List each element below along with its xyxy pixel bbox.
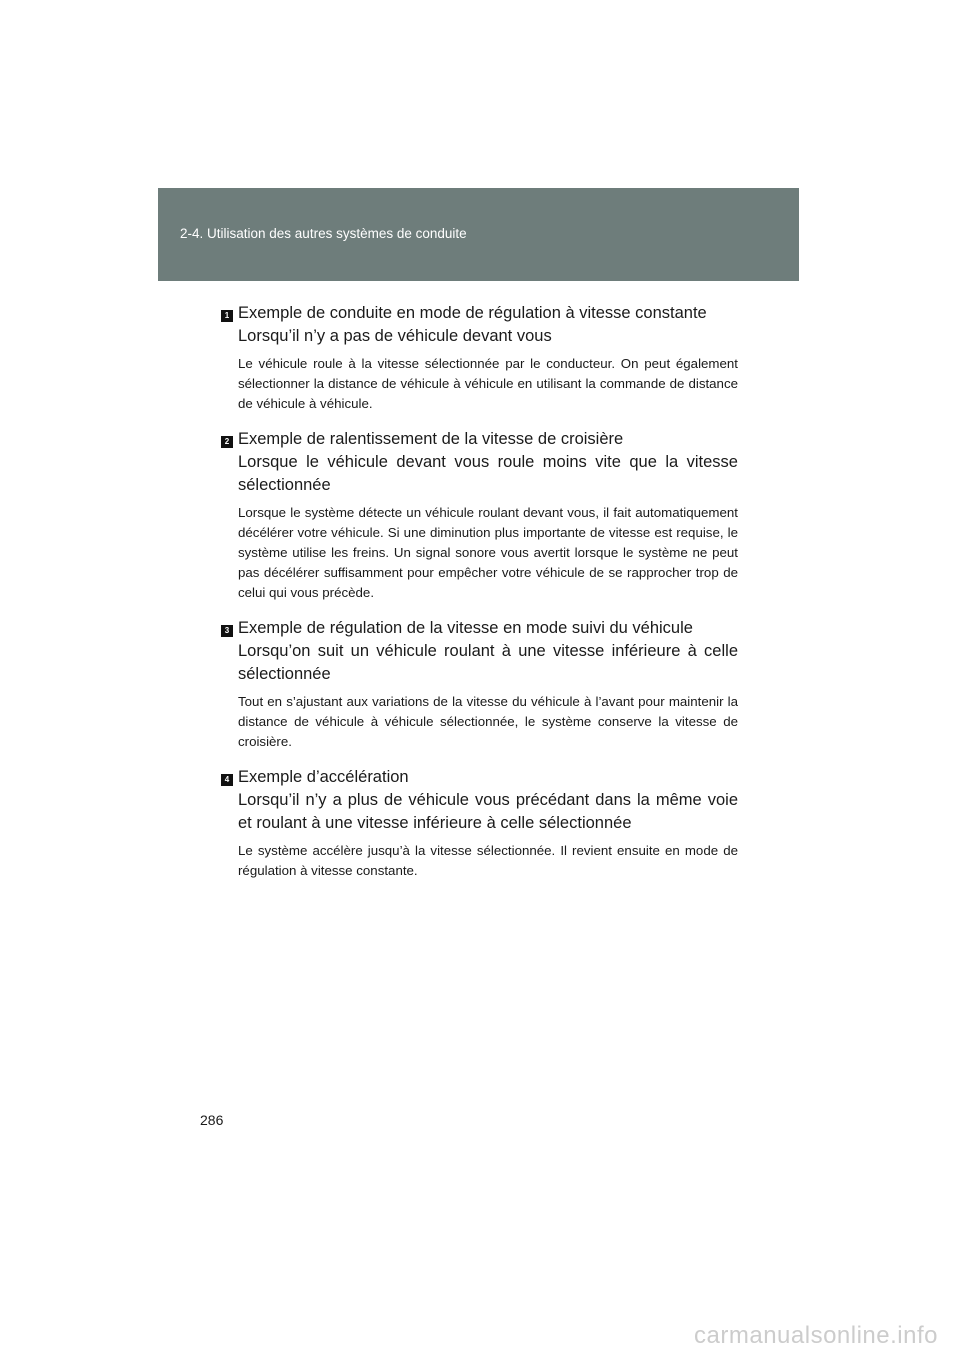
- item-title: Exemple de conduite en mode de régulation à vitesse constante: [238, 304, 707, 322]
- page-number: 286: [200, 1112, 224, 1128]
- item-title: Exemple d’accélération: [238, 768, 409, 786]
- list-item: [224, 428, 738, 603]
- item-body: Le véhicule roule à la vitesse sélectionnée par le conducteur. On peut également sélectionner la distance de véhicule à véhicule en utilisant la commande de distance de véhicule à véhicule.: [238, 356, 738, 411]
- section-title: 2-4. Utilisation des autres systèmes de conduite: [180, 226, 467, 241]
- item-number-badge: 1: [221, 310, 233, 322]
- section-header-band: [158, 188, 799, 281]
- item-body: Le système accélère jusqu’à la vitesse sélectionnée. Il revient ensuite en mode de régulation à vitesse constante.: [238, 843, 738, 878]
- item-title: Exemple de régulation de la vitesse en mode suivi du véhicule: [238, 619, 693, 637]
- item-subtitle: Lorsqu’il n’y a plus de véhicule vous précédant dans la même voie et roulant à une vitesse inférieure à celle sélectionnée: [238, 791, 738, 832]
- content-area: [224, 302, 738, 895]
- item-subtitle: Lorsque le véhicule devant vous roule moins vite que la vitesse sélectionnée: [238, 453, 738, 494]
- item-number-badge: 2: [221, 436, 233, 448]
- item-body: Tout en s’ajustant aux variations de la vitesse du véhicule à l’avant pour maintenir la distance de véhicule à véhicule sélectionnée, le système conserve la vitesse de croisière.: [238, 694, 738, 749]
- list-item: [224, 766, 738, 881]
- item-title: Exemple de ralentissement de la vitesse de croisière: [238, 430, 624, 448]
- item-subtitle: Lorsqu’il n’y a pas de véhicule devant vous: [238, 327, 552, 345]
- item-body: Lorsque le système détecte un véhicule roulant devant vous, il fait automatiquement décélérer votre véhicule. Si une diminution plus importante de vitesse est requise, le système utilise les freins. Un signal sonore vous avertit lorsque le système ne peut pas décélérer suffisamment pour empêcher votre véhicule de se rapprocher trop de celui qui vous précède.: [238, 505, 738, 600]
- item-subtitle: Lorsqu’on suit un véhicule roulant à une vitesse inférieure à celle sélectionnée: [238, 642, 738, 683]
- item-number-badge: 4: [221, 774, 233, 786]
- watermark: carmanualsonline.info: [694, 1322, 938, 1349]
- list-item: [224, 302, 738, 414]
- list-item: [224, 617, 738, 752]
- item-number-badge: 3: [221, 625, 233, 637]
